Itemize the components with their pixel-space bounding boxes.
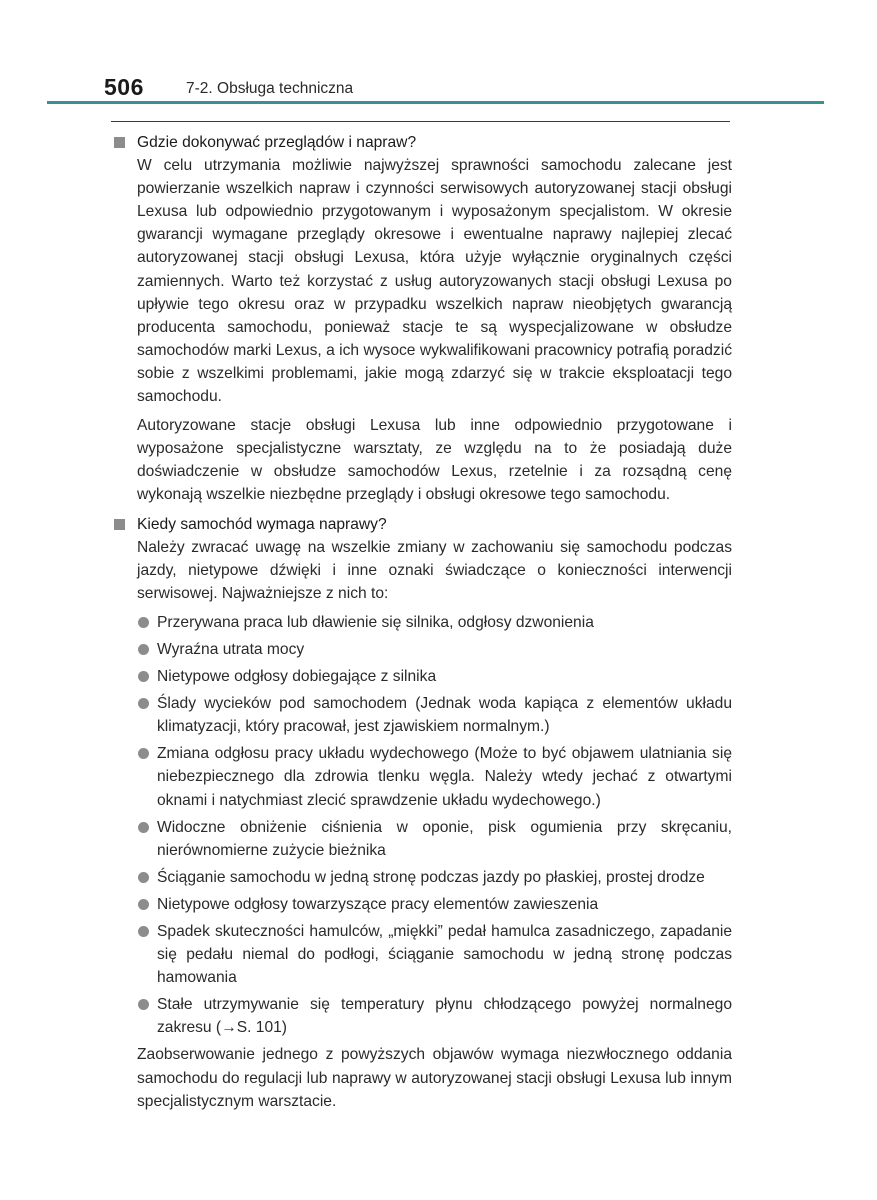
circle-bullet-icon xyxy=(138,671,149,682)
square-bullet-icon xyxy=(114,137,125,148)
circle-bullet-icon xyxy=(138,926,149,937)
list-item xyxy=(137,893,732,916)
content-top-rule xyxy=(111,121,730,122)
list-item-text: Ślady wycieków pod samochodem (Jednak woda kapiąca z elementów układu klimatyzacji, który pracował, jest zjawiskiem normalnym.) xyxy=(157,695,732,736)
subheading-when-repair xyxy=(111,513,732,536)
conclusion-paragraph: Zaobserwowanie jednego z powyższych objawów wymaga niezwłocznego oddania samochodu do regulacji lub naprawy w autoryzowanej stacji obsługi Lexusa lub innym specjalistycznym warsztacie. xyxy=(137,1046,732,1110)
list-item xyxy=(137,993,732,1039)
list-item xyxy=(137,692,732,738)
symptom-list xyxy=(137,611,732,1040)
paragraph: Należy zwracać uwagę na wszelkie zmiany w zachowaniu się samochodu podczas jazdy, nietypowe dźwięki i inne oznaki świadczące o konieczności interwencji serwisowej. Najważniejsze z nich to: xyxy=(137,538,732,602)
circle-bullet-icon xyxy=(138,617,149,628)
square-bullet-icon xyxy=(114,519,125,530)
circle-bullet-icon xyxy=(138,872,149,883)
list-item-text: Ściąganie samochodu w jedną stronę podczas jazdy po płaskiej, prostej drodze xyxy=(157,868,705,886)
circle-bullet-icon xyxy=(138,899,149,910)
list-item xyxy=(137,638,732,661)
circle-bullet-icon xyxy=(138,822,149,833)
circle-bullet-icon xyxy=(138,698,149,709)
subheading-label: Gdzie dokonywać przeglądów i napraw? xyxy=(137,134,417,151)
list-item-text: Przerywana praca lub dławienie się silnika, odgłosy dzwonienia xyxy=(157,613,594,631)
paragraph: Autoryzowane stacje obsługi Lexusa lub inne odpowiednio przygotowane i wyposażone specjalistyczne warsztaty, ze względu na to że posiadają duże doświadczenie w obsłudze samochodów Lexus, rzetelnie i za rozsądną cenę wykonają wszelkie niezbędne przeglądy i obsługi okresowe tego samochodu. xyxy=(137,417,732,504)
list-item-text: Nietypowe odgłosy dobiegające z silnika xyxy=(157,668,437,686)
list-item-text: Wyraźna utrata mocy xyxy=(157,640,305,658)
paragraph: W celu utrzymania możliwie najwyższej sprawności samochodu zalecane jest powierzanie wszelkich napraw i czynności serwisowych autoryzowanej stacji obsługi Lexusa lub odpowiednio przygotowanym i wyposażonym specjalistom. W okresie gwarancji wymagane przeglądy okresowe i ewentualne naprawy najlepiej zlecać autoryzowanej stacji obsługi Lexusa, która użyje wyłącznie oryginalnych części zamiennych. Warto też korzystać z usług autoryzowanych stacji obsługi Lexusa po upływie tego okresu oraz w przypadku wszelkich napraw nieobjętych gwarancją producenta samochodu, ponieważ stacje te są wyspecjalizowane w obsłudze samochodów marki Lexus, a ich wysoce wykwalifikowani pracownicy potrafią poradzić sobie z wszelkimi problemami, jakie mogą zdarzyć się w trakcie eksploatacji tego samochodu. xyxy=(137,157,732,406)
list-item xyxy=(137,920,732,989)
list-item-text: Zmiana odgłosu pracy układu wydechowego (Może to być objawem ulatniania się niebezpiecznego dla zdrowia tlenku węgla. Należy wtedy jechać z otwartymi oknami i natychmiast zlecić sprawdzenie układu wydechowego.) xyxy=(157,745,732,809)
list-item-text: Stałe utrzymywanie się temperatury płynu chłodzącego powyżej normalnego zakresu (→S. 101) xyxy=(157,996,732,1037)
page-number: 506 xyxy=(104,74,144,100)
circle-bullet-icon xyxy=(138,999,149,1010)
list-item xyxy=(137,866,732,889)
list-item-text: Nietypowe odgłosy towarzyszące pracy elementów zawieszenia xyxy=(157,895,599,913)
list-item xyxy=(137,611,732,634)
subheading-where-service xyxy=(111,131,732,154)
list-item-text: Widoczne obniżenie ciśnienia w oponie, pisk ogumienia przy skręcaniu, nierównomierne zużycie bieżnika xyxy=(157,818,732,859)
section-title: 7-2. Obsługa techniczna xyxy=(186,80,354,97)
circle-bullet-icon xyxy=(138,644,149,655)
page-header xyxy=(104,74,824,102)
list-item xyxy=(137,742,732,811)
list-item xyxy=(137,665,732,688)
circle-bullet-icon xyxy=(138,748,149,759)
list-item xyxy=(137,816,732,862)
subheading-label: Kiedy samochód wymaga naprawy? xyxy=(137,515,387,533)
page-content xyxy=(111,131,732,1113)
header-rule xyxy=(47,101,824,104)
list-item-text: Spadek skuteczności hamulców, „miękki” pedał hamulca zasadniczego, zapadanie się pedału niemal do podłogi, ściąganie samochodu w jedną stronę podczas hamowania xyxy=(157,923,732,987)
